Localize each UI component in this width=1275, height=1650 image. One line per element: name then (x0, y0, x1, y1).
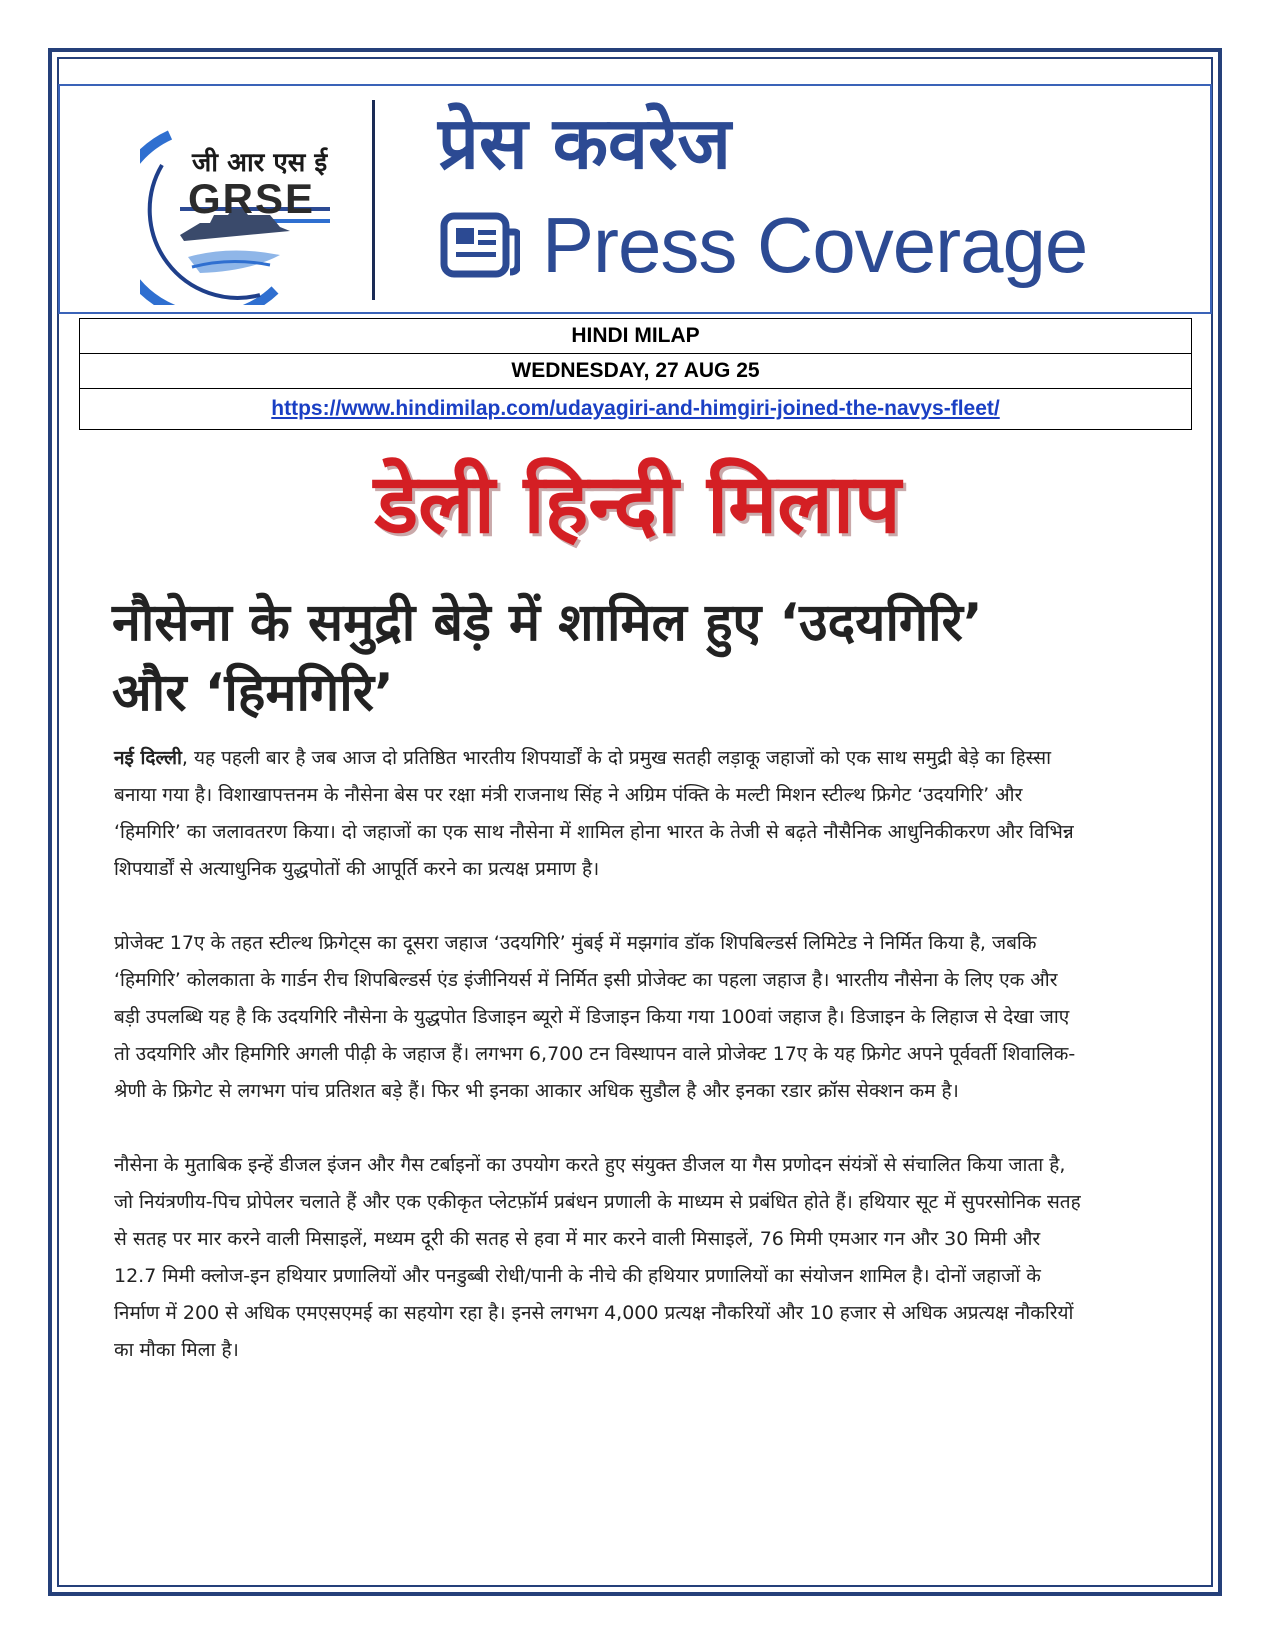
newspaper-icon (440, 210, 520, 280)
logo-hindi-text: जी आर एस ई (192, 148, 328, 178)
title-english-row (440, 200, 1087, 290)
header-divider (372, 100, 375, 300)
article-paragraph-2: प्रोजेक्ट 17ए के तहत स्टील्थ फ्रिगेट्स का दूसरा जहाज ‘उदयगिरि’ मुंबई में मझगांव डॉक शिपबिल्डर्स लिमिटेड ने निर्मित किया है, जबकि ‘हिमगिरि’ कोलकाता के गार्डन रीच शिपबिल्डर्स एंड इंजीनियर्स में निर्मित इसी प्रोजेक्ट का पहला जहाज है। भारतीय नौसेना के लिए एक और बड़ी उपलब्धि यह है कि उदयगिरि नौसेना के युद्धपोत डिजाइन ब्यूरो में डिजाइन किया गया 100वां जहाज है। डिजाइन के लिहाज से देखा जाए तो उदयगिरि और हिमगिरि अगली पीढ़ी के जहाज हैं। लगभग 6,700 टन विस्थापन वाले प्रोजेक्ट 17ए के यह फ्रिगेट अपने पूर्ववर्ती शिवालिक-श्रेणी के फ्रिगेट से लगभग पांच प्रतिशत बड़े हैं। फिर भी इनका आकार अधिक सुडौल है और इनका रडार क्रॉस सेक्शन कम है। (114, 932, 1076, 1102)
newspaper-masthead: डेली हिन्दी मिलाप (374, 456, 901, 552)
publication-date: WEDNESDAY, 27 AUG 25 (80, 354, 1192, 389)
article-paragraph-3: नौसेना के मुताबिक इन्हें डीजल इंजन और गैस टर्बाइनों का उपयोग करते हुए संयुक्त डीजल या गैस प्रणोदन संयंत्रों से संचालित किया जाता है, जो नियंत्रणीय-पिच प्रोपेलर चलाते हैं और एक एकीकृत प्लेटफ़ॉर्म प्रबंधन प्रणाली के माध्यम से प्रबंधित होते हैं। हथियार सूट में सुपरसोनिक सतह से सतह पर मार करने वाली मिसाइलें, मध्यम दूरी की सतह से हवा में मार करने वाली मिसाइलें, 76 मिमी एमआर गन और 30 मिमी और 12.7 मिमी क्लोज-इन हथियार प्रणालियों और पनडुब्बी रोधी/पानी के नीचे की हथियार प्रणालियों का संयोजन शामिल है। दोनों जहाजों के निर्माण में 200 से अधिक एमएसएमई का सहयोग रहा है। इनसे लगभग 4,000 प्रत्यक्ष नौकरियों और 10 हजार से अधिक अप्रत्यक्ष नौकरियों का मौका मिला है। (114, 1154, 1081, 1361)
logo-grse-text: GRSE (188, 175, 316, 222)
article-body (114, 740, 1084, 1406)
grse-logo (140, 95, 370, 305)
headline-line-2: और ‘हिमगिरि’ (112, 663, 394, 723)
title-hindi: प्रेस कवरेज (438, 100, 731, 185)
headline-line-1: नौसेना के समुद्री बेड़े में शामिल हुए ‘उदयगिरि’ (112, 593, 983, 653)
publication-info-table (79, 318, 1192, 430)
article-url-link[interactable]: https://www.hindimilap.com/udayagiri-and-himgiri-joined-the-navys-fleet/ (271, 397, 1000, 420)
title-english: Press Coverage (542, 200, 1088, 289)
dateline: नई दिल्ली (114, 747, 182, 769)
article-headline (112, 588, 1112, 728)
publication-name: HINDI MILAP (80, 319, 1192, 354)
article-url-cell (80, 389, 1192, 430)
paragraph-1-text: , यह पहली बार है जब आज दो प्रतिष्ठित भारतीय शिपयार्डों के दो प्रमुख सतही लड़ाकू जहाजों को एक साथ समुद्री बेड़े का हिस्सा बनाया गया है। विशाखापत्तनम के नौसेना बेस पर रक्षा मंत्री राजनाथ सिंह ने अग्रिम पंक्ति के मल्टी मिशन स्टील्थ फ्रिगेट ‘उदयगिरि’ और ‘हिमगिरि’ का जलावतरण किया। दो जहाजों का एक साथ नौसेना में शामिल होना भारत के तेजी से बढ़ते नौसैनिक आधुनिकीकरण और विभिन्न शिपयार्डों से अत्याधुनिक युद्धपोतों की आपूर्ति करने का प्रत्यक्ष प्रमाण है। (114, 747, 1074, 880)
article-paragraph-1 (114, 740, 1084, 888)
